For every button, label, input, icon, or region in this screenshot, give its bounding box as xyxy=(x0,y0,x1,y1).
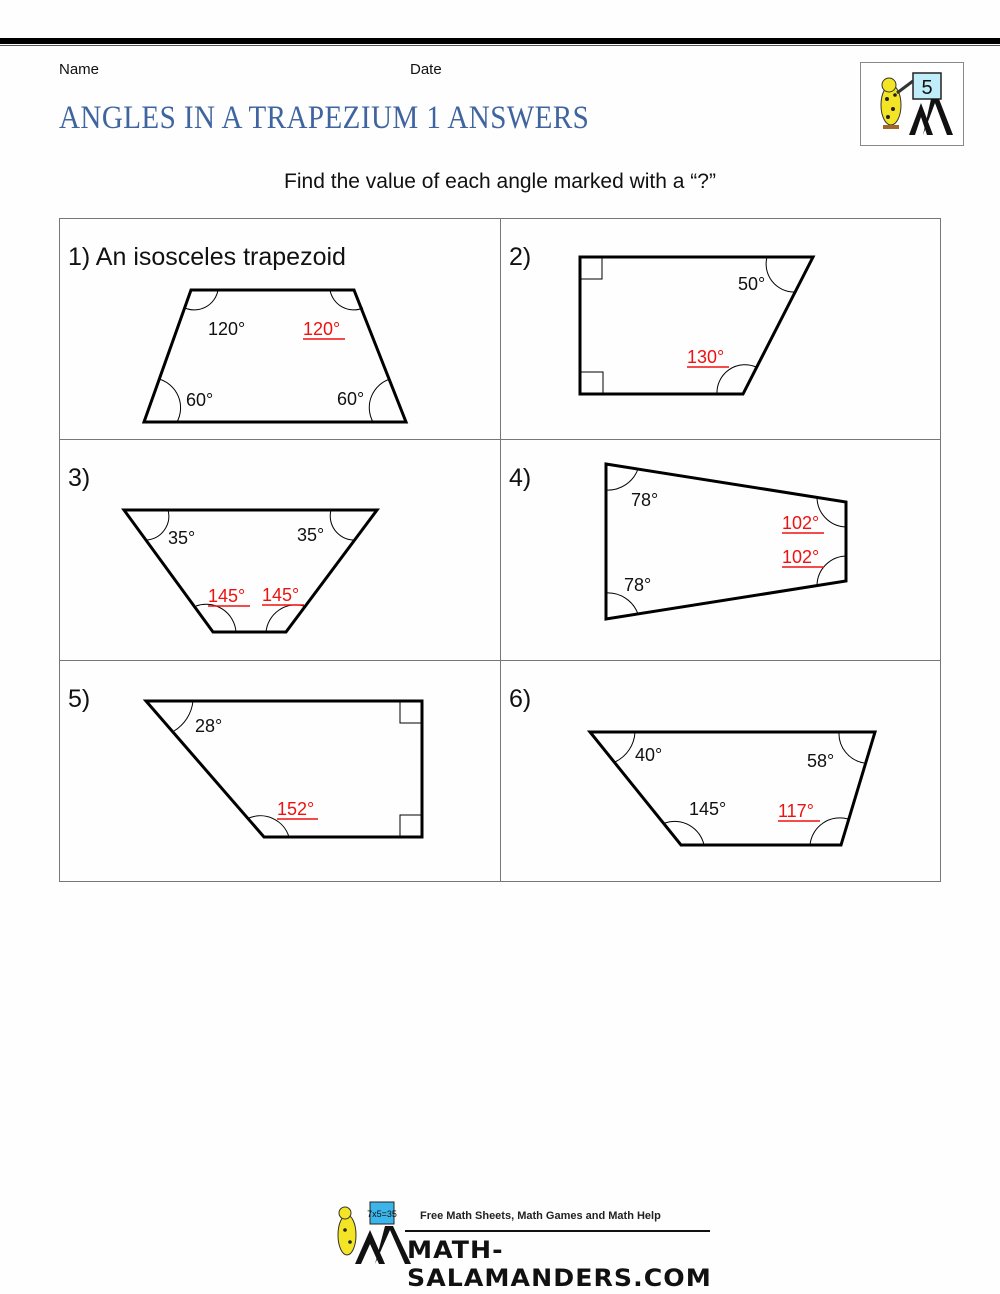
given-angle: 120° xyxy=(208,319,246,339)
name-label: Name xyxy=(59,61,100,78)
question-label: 4) xyxy=(509,464,532,492)
answer-angle: 102° xyxy=(782,513,820,533)
answer-angle: 102° xyxy=(782,547,820,567)
trapezoid-diagram xyxy=(501,219,941,440)
grade-number: 5 xyxy=(921,77,933,99)
page-title: ANGLES IN A TRAPEZIUM 1 ANSWERS xyxy=(59,100,590,136)
question-3 xyxy=(60,440,501,661)
answer-angle: 152° xyxy=(277,799,315,819)
answer-angle: 145° xyxy=(262,585,300,605)
given-angle: 60° xyxy=(186,390,214,410)
grade-logo xyxy=(860,62,964,146)
questions-grid xyxy=(59,218,941,882)
question-5 xyxy=(60,661,501,882)
given-angle: 28° xyxy=(195,716,223,736)
trapezoid-diagram xyxy=(60,219,501,440)
question-1 xyxy=(60,219,501,440)
answer-angle: 145° xyxy=(208,586,246,606)
trapezoid-diagram xyxy=(60,661,501,883)
answer-angle: 120° xyxy=(303,319,341,339)
salamander-logo-icon xyxy=(861,63,963,145)
footer-site-name: MATH-SALAMANDERS.COM xyxy=(407,1236,712,1292)
trapezoid-diagram xyxy=(501,440,941,661)
given-angle: 40° xyxy=(635,745,663,765)
footer-tagline: Free Math Sheets, Math Games and Math Help xyxy=(420,1210,661,1222)
date-label: Date xyxy=(410,61,442,78)
question-4 xyxy=(501,440,941,661)
given-angle: 35° xyxy=(168,528,196,548)
given-angle: 60° xyxy=(337,389,365,409)
trapezoid-diagram xyxy=(60,440,501,661)
question-2 xyxy=(501,219,941,440)
question-label: 6) xyxy=(509,685,532,713)
top-rule-thin xyxy=(0,45,1000,46)
instruction-text: Find the value of each angle marked with a “?” xyxy=(284,170,716,193)
given-angle: 58° xyxy=(807,751,835,771)
given-angle: 78° xyxy=(624,575,652,595)
footer-divider xyxy=(405,1230,710,1232)
given-angle: 35° xyxy=(297,525,325,545)
trapezoid-diagram xyxy=(501,661,941,883)
question-6 xyxy=(501,661,941,882)
question-label: 3) xyxy=(68,464,91,492)
question-label: 2) xyxy=(509,243,532,271)
question-label: 1) An isosceles trapezoid xyxy=(68,243,346,271)
question-label: 5) xyxy=(68,685,91,713)
top-rule xyxy=(0,38,1000,44)
answer-angle: 130° xyxy=(687,347,725,367)
footer-logo xyxy=(325,1200,715,1292)
given-angle: 50° xyxy=(738,274,766,294)
given-angle: 145° xyxy=(689,799,727,819)
given-angle: 78° xyxy=(631,490,659,510)
answer-angle: 117° xyxy=(778,801,814,821)
footer-board-text: 7x5=35 xyxy=(367,1209,397,1219)
salamander-footer-icon xyxy=(325,1200,415,1270)
